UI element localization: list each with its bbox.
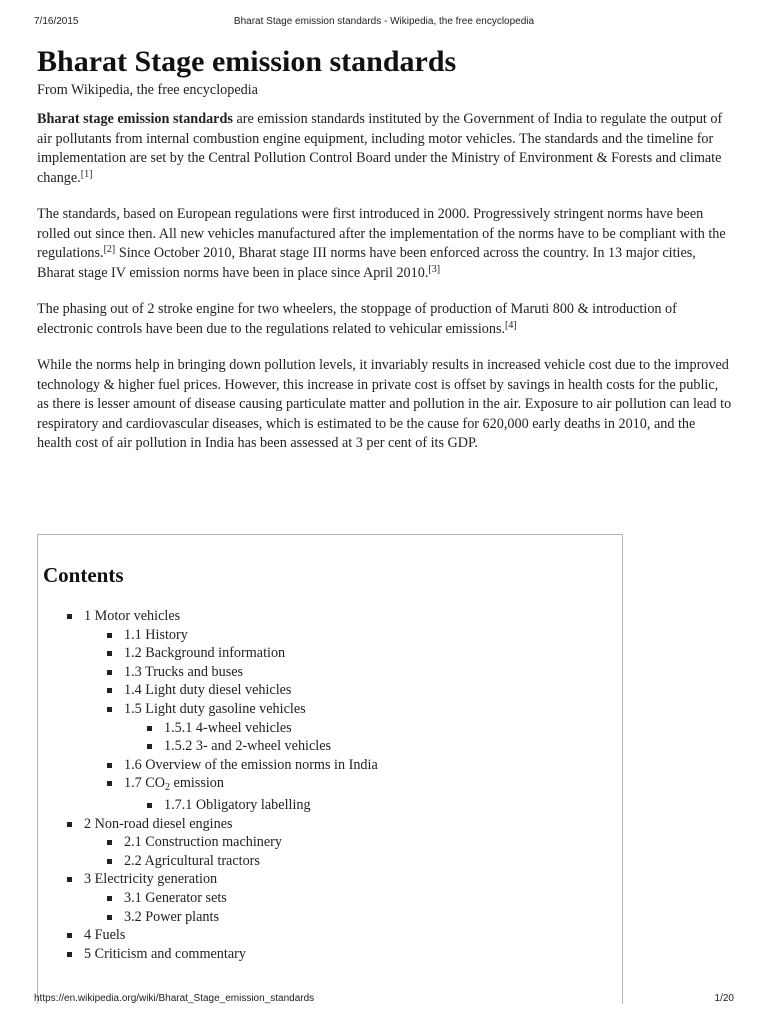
paragraph-text: The standards, based on European regulations were first introduced in 2000. Progressively stringent norms have been rolled out since then. All new vehicles manufactured after the implementation of the norms have to be compliant with the regulations. xyxy=(37,206,726,261)
toc-item xyxy=(38,945,378,964)
intro-paragraph-4 xyxy=(37,356,733,454)
bullet-icon xyxy=(107,670,112,675)
toc-item xyxy=(38,926,378,945)
toc-item xyxy=(84,700,378,756)
bullet-icon xyxy=(107,651,112,656)
tagline: From Wikipedia, the free encyclopedia xyxy=(37,82,258,98)
bullet-icon xyxy=(67,877,72,882)
toc-link[interactable]: 5 Criticism and commentary xyxy=(84,945,246,962)
bullet-icon xyxy=(107,840,112,845)
bullet-icon xyxy=(147,726,152,731)
citation-link[interactable]: [3] xyxy=(428,263,441,275)
toc-item xyxy=(84,681,378,700)
print-page-title: Bharat Stage emission standards - Wikipedia, the free encyclopedia xyxy=(233,16,535,27)
toc-link[interactable]: 1.5.1 4-wheel vehicles xyxy=(164,719,292,736)
toc-item xyxy=(84,774,378,814)
bullet-icon xyxy=(107,915,112,920)
toc-item xyxy=(84,626,378,645)
toc-link[interactable]: 1.7.1 Obligatory labelling xyxy=(164,796,311,813)
bullet-icon xyxy=(107,781,112,786)
bullet-icon xyxy=(107,688,112,693)
toc-item xyxy=(124,719,378,738)
toc-link[interactable]: 2.2 Agricultural tractors xyxy=(124,852,260,869)
paragraph-text: While the norms help in bringing down pollution levels, it invariably results in increased vehicle cost due to the improved technology & higher fuel prices. However, this increase in private cost is offset by savings in health costs for the public, as there is lesser amount of disease causing particulate matter and pollution in the air. Exposure to air pollution can lead to respiratory and cardiovascular diseases, which is estimated to be the cause for 620,000 early deaths in 2010, and the health cost of air pollution in India has been assessed at 3 per cent of its GDP. xyxy=(37,357,732,451)
intro-paragraph-1 xyxy=(37,110,733,188)
bullet-icon xyxy=(67,952,72,957)
toc-item xyxy=(84,756,378,775)
toc-link[interactable]: 1 Motor vehicles xyxy=(84,608,181,624)
bullet-icon xyxy=(67,614,72,619)
toc-link[interactable]: 1.2 Background information xyxy=(124,645,286,662)
toc-list xyxy=(38,607,378,963)
bullet-icon xyxy=(67,933,72,938)
intro-paragraph-2 xyxy=(37,205,733,283)
toc-link[interactable]: 1.5.2 3- and 2-wheel vehicles xyxy=(164,738,332,755)
toc-link[interactable]: 1.5 Light duty gasoline vehicles xyxy=(124,700,306,717)
bold-term: Bharat stage emission standards xyxy=(37,111,233,127)
toc-item xyxy=(38,815,378,871)
toc-item xyxy=(38,607,378,815)
bullet-icon xyxy=(107,763,112,768)
toc-link[interactable]: 1.1 History xyxy=(124,626,188,643)
toc-item xyxy=(124,796,378,815)
toc-link[interactable]: 4 Fuels xyxy=(84,927,126,944)
toc-item xyxy=(84,908,378,927)
toc-item xyxy=(84,889,378,908)
citation-link[interactable]: [4] xyxy=(505,319,517,331)
print-header xyxy=(34,16,734,30)
toc-link-text: emission xyxy=(170,775,224,792)
page-number: 1/20 xyxy=(714,993,734,1004)
bullet-icon xyxy=(147,744,152,749)
citation-link[interactable]: [1] xyxy=(80,168,93,180)
toc-link[interactable]: 1.3 Trucks and buses xyxy=(124,663,244,680)
bullet-icon xyxy=(107,707,112,712)
toc-heading: Contents xyxy=(43,563,124,587)
toc-item xyxy=(124,737,378,756)
bullet-icon xyxy=(67,822,72,827)
toc-link[interactable]: 1.4 Light duty diesel vehicles xyxy=(124,682,292,699)
toc-item xyxy=(84,663,378,682)
citation-link[interactable]: [2] xyxy=(103,244,116,255)
toc-link[interactable]: 3.2 Power plants xyxy=(124,908,219,925)
subscript-text: 2 xyxy=(165,782,170,794)
toc-item xyxy=(84,833,378,852)
print-date: 7/16/2015 xyxy=(34,16,79,27)
intro-paragraph-3 xyxy=(37,300,733,339)
table-of-contents xyxy=(37,534,623,1004)
toc-link[interactable]: 3 Electricity generation xyxy=(84,871,218,888)
toc-item xyxy=(84,644,378,663)
toc-link[interactable]: 2.1 Construction machinery xyxy=(124,834,283,851)
toc-link[interactable]: 2 Non-road diesel engines xyxy=(84,815,233,832)
toc-item xyxy=(84,852,378,871)
bullet-icon xyxy=(107,633,112,638)
paragraph-text: Since October 2010, Bharat stage III norms have been enforced across the country. In 13 major cities, Bharat stage IV emission norms have been in place since April 2010. xyxy=(37,245,696,281)
bullet-icon xyxy=(107,859,112,864)
toc-link[interactable]: 1.6 Overview of the emission norms in India xyxy=(124,756,378,773)
toc-link-text: 1.7 CO xyxy=(124,775,165,792)
toc-link[interactable]: 3.1 Generator sets xyxy=(124,889,227,906)
bullet-icon xyxy=(107,896,112,901)
paragraph-text: The phasing out of 2 stroke engine for two wheelers, the stoppage of production of Maruti 800 & introduction of electronic controls have been due to the regulations related to vehicular emissions. xyxy=(37,301,677,337)
toc-link-co2[interactable] xyxy=(124,775,224,794)
page-title: Bharat Stage emission standards xyxy=(37,45,457,78)
toc-item xyxy=(38,870,378,926)
article-body xyxy=(37,44,733,454)
paragraph-text: are emission standards instituted by the Government of India to regulate the output of air pollutants from internal combustion engine equipment, including motor vehicles. The standards and the timeline for implementation are set by the Central Pollution Control Board under the Ministry of Environment & Forests and climate change. xyxy=(37,111,723,186)
print-footer xyxy=(34,993,734,1007)
bullet-icon xyxy=(147,803,152,808)
print-url: https://en.wikipedia.org/wiki/Bharat_Stage_emission_standards xyxy=(34,993,315,1004)
